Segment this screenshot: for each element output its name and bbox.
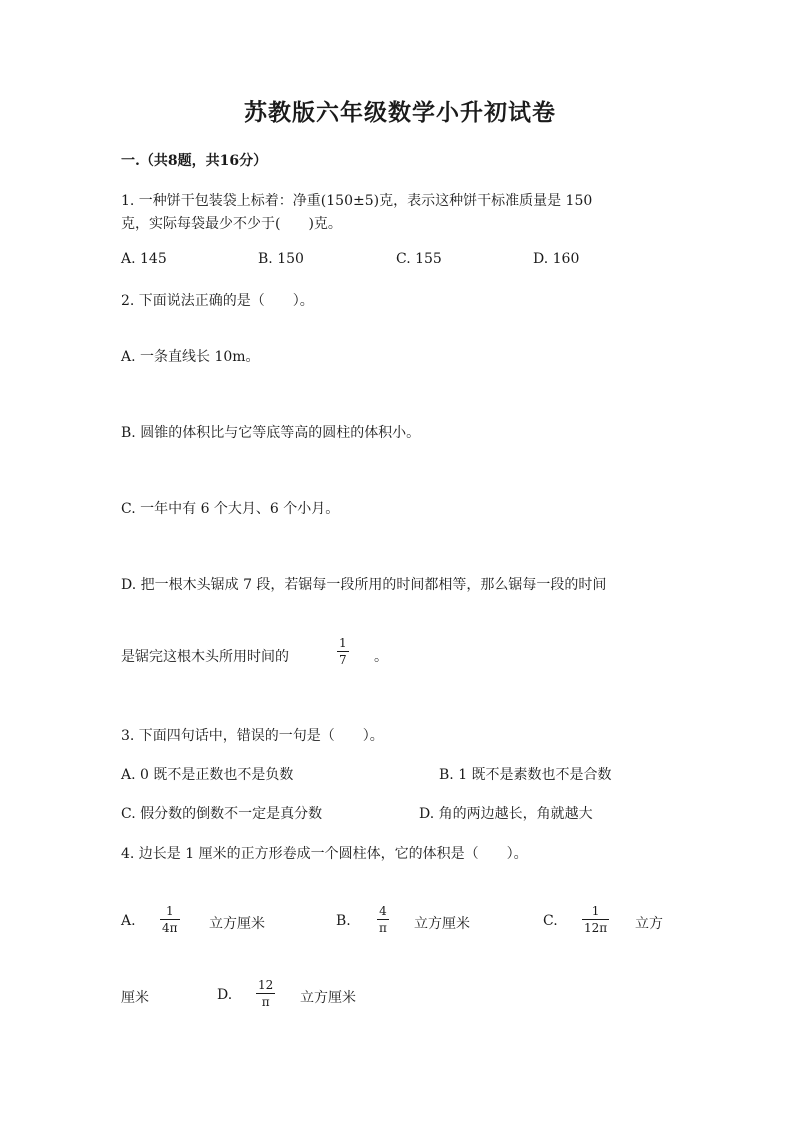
q4-option-c-fraction: [582, 904, 609, 935]
q3-stem: 3. 下面四句话中，错误的一句是（ ）。: [121, 728, 384, 744]
q1-stem-line2: 克，实际每袋最少不少于( )克。: [121, 216, 342, 232]
q4-option-b-unit: 立方厘米: [414, 916, 470, 932]
q4-option-c-unit-continued: 厘米: [121, 990, 149, 1006]
fraction-bar: [337, 651, 349, 652]
q4-option-a-fraction: [160, 904, 180, 935]
fraction-bar: [256, 993, 275, 994]
q3-option-d: D. 角的两边越长，角就越大: [419, 806, 593, 822]
q2-option-b: B. 圆锥的体积比与它等底等高的圆柱的体积小。: [121, 425, 421, 441]
q1-option-c: C. 155: [396, 251, 442, 267]
q1-option-a: A. 145: [121, 251, 167, 267]
q3-option-a: A. 0 既不是正数也不是负数: [121, 767, 294, 783]
fraction-numerator: 12: [258, 978, 274, 992]
q1-option-d: D. 160: [533, 251, 580, 267]
fraction-denominator: 4π: [162, 921, 178, 935]
fraction-numerator: 4: [379, 904, 387, 918]
q4-option-b-fraction: [377, 904, 389, 935]
q4-option-c-label: C.: [543, 913, 558, 929]
fraction-numerator: 1: [591, 904, 600, 918]
q2-fraction: [337, 636, 349, 667]
fraction-bar: [160, 919, 180, 920]
q4-option-d-fraction: [256, 978, 275, 1009]
q4-option-d-unit: 立方厘米: [300, 990, 356, 1006]
page-title: 苏教版六年级数学小升初试卷: [244, 99, 556, 126]
q4-stem: 4. 边长是 1 厘米的正方形卷成一个圆柱体，它的体积是（ ）。: [121, 846, 528, 862]
q1-stem-line1: 1. 一种饼干包装袋上标着：净重(150±5)克，表示这种饼干标准质量是 150: [121, 193, 593, 209]
q2-option-d-line1: D. 把一根木头锯成 7 段，若锯每一段所用的时间都相等，那么锯每一段的时间: [121, 577, 607, 593]
q2-option-d-line2: 是锯完这根木头所用时间的: [121, 649, 289, 665]
q4-option-d-label: D.: [217, 987, 233, 1003]
q4-option-a-unit: 立方厘米: [209, 916, 265, 932]
q2-option-a: A. 一条直线长 10m。: [121, 349, 260, 365]
q2-option-c: C. 一年中有 6 个大月、6 个小月。: [121, 501, 340, 517]
fraction-denominator: 12π: [584, 921, 608, 935]
fraction-denominator: π: [379, 921, 387, 935]
fraction-bar: [377, 919, 389, 920]
q2-period: 。: [374, 649, 388, 665]
fraction-numerator: 1: [339, 636, 347, 650]
q4-option-b-label: B.: [336, 913, 351, 929]
q2-stem: 2. 下面说法正确的是（ ）。: [121, 293, 314, 309]
fraction-bar: [582, 919, 609, 920]
q1-option-b: B. 150: [258, 251, 304, 267]
fraction-numerator: 1: [165, 904, 174, 918]
q4-option-c-unit: 立方: [635, 916, 663, 932]
fraction-denominator: π: [261, 995, 270, 1009]
fraction-denominator: 7: [339, 653, 347, 667]
q4-option-a-label: A.: [121, 913, 136, 929]
q3-option-c: C. 假分数的倒数不一定是真分数: [121, 806, 323, 822]
q3-option-b: B. 1 既不是素数也不是合数: [439, 767, 612, 783]
section-heading: 一.（共8题，共16分）: [121, 153, 268, 169]
